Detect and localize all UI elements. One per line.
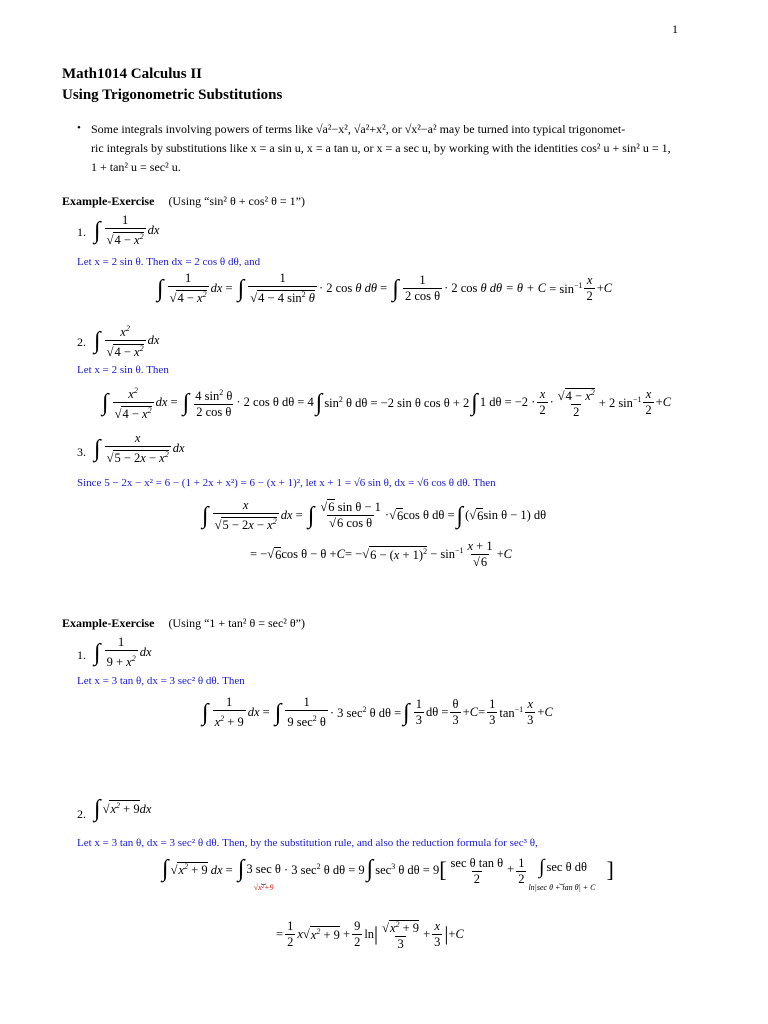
item-number: 1. bbox=[77, 648, 86, 662]
substitution-line: Let x = 2 sin θ. Then dx = 2 cos θ dθ, and bbox=[77, 256, 261, 268]
section-note: (Using “1 + tan² θ = sec² θ”) bbox=[168, 616, 305, 630]
problem-3-integral: ∫ $\frac{x}{√5 - 2x - x^2}$ dx bbox=[94, 431, 185, 466]
page-number: 1 bbox=[672, 22, 678, 36]
item-number: 3. bbox=[77, 445, 86, 459]
problem-5-integral: ∫ √ $x^2 + 9$ dx bbox=[94, 796, 152, 822]
problem-1-integral: ∫ $\frac{1}{√4 - x^2}$ dx bbox=[94, 213, 160, 248]
solution-equation-line-2: = $\frac{1}{2}$ x √ $x^2 + 9$ + $\frac{9}{2}$ ln | $\frac{√x^2 + 9}{3}$ + $\frac{x}{3}$ | + C bbox=[276, 919, 464, 952]
intro-line-2: ric integrals by substitutions like x = a sin u, x = a tan u, or x = a sec u, by working with the identities cos² u + sin² u = 1, bbox=[91, 141, 671, 155]
substitution-line: Let x = 3 tan θ, dx = 3 sec² θ dθ. Then bbox=[77, 675, 245, 687]
substitution-line: Let x = 2 sin θ. Then bbox=[77, 364, 169, 376]
intro-line-3: 1 + tan² u = sec² u. bbox=[91, 160, 181, 174]
item-number: 2. bbox=[77, 335, 86, 349]
item-number: 2. bbox=[77, 807, 86, 821]
solution-equation: ∫ $\frac{1}{√4 - x^2}$ dx = ∫ $\frac{1}{√4 - 4 \sin^2 \theta}$ · 2 cos θ dθ = ∫ $\frac{1}{\text{2 cos θ}}$ · 2 cos θ dθ = θ + C = $\sin^{-1}$ $\frac{x}{2}$ + C bbox=[157, 271, 613, 306]
item-number: 1. bbox=[77, 225, 86, 239]
solution-equation: ∫ $\frac{x^2}{√4 - x^2}$ dx = ∫ $\frac{4 \sin^2 \theta}{\text{2 cos θ}}$ · 2 cos θ dθ = 4 ∫ $\sin^2 \theta$ dθ = −2 sin θ cos θ + 2 ∫ 1 dθ = −2 · $\frac{x}{2}$ · $\frac{√4 - x^2}{2}$ + 2 $\sin^{-1}$ $\frac{x}{2}$ + C bbox=[102, 386, 672, 422]
bullet-dot: • bbox=[77, 122, 81, 134]
solution-equation-line-1: ∫ $\frac{x}{√5 - 2x - x^2}$ dx = ∫ $\frac{\text{√6 sin θ − 1}}{\text{√6 cos θ}}$ · √ 6 cos θ dθ = ∫ ( √ 6 sin θ − 1) dθ bbox=[202, 498, 547, 533]
substitution-line: Since 5 − 2x − x² = 6 − (1 + 2x + x²) = 6 − (x + 1)², let x + 1 = √6 sin θ, dx = √6 cos θ dθ. Then bbox=[77, 477, 496, 489]
solution-equation-line-1: ∫ $√x^2 + 9$ dx = ∫ 3 sec θ ⏟ √x²+9 · 3 $\sec^2 \theta$ dθ = 9 ∫ $\sec^3 \theta$ dθ = 9 [ $\frac{\text{sec θ tan θ}}{2}$ + $\frac{1}{2}$ ∫ sec θ dθ ⏟ ln|sec θ + tan θ| + C ] bbox=[162, 856, 614, 892]
section-label: Example-Exercise bbox=[62, 616, 155, 630]
section-heading-sin bbox=[62, 194, 305, 209]
sqrt-annotation: √x²+9 bbox=[253, 883, 274, 892]
solution-equation: ∫ $\frac{1}{x^2 + 9}$ dx = ∫ $\frac{1}{9 \sec^2 \theta}$ · 3 $\sec^2 \theta$ dθ = ∫ $\frac{1}{3}$ dθ = $\frac{\theta}{3}$ + C = $\frac{1}{3}$ $\tan^{-1}$ $\frac{x}{3}$ + C bbox=[202, 695, 553, 730]
problem-4-integral: ∫ $\frac{1}{9 + x^2}$ dx bbox=[94, 635, 152, 670]
intro-bullet bbox=[91, 120, 691, 177]
section-note: (Using “sin² θ + cos² θ = 1”) bbox=[168, 194, 305, 208]
ln-annotation: ln|sec θ + tan θ| + C bbox=[528, 883, 596, 892]
problem-2-integral: ∫ $\frac{x^2}{√4 - x^2}$ dx bbox=[94, 324, 160, 360]
section-heading-tan bbox=[62, 616, 305, 631]
title-course: Math1014 Calculus II bbox=[62, 66, 203, 82]
document-title bbox=[62, 64, 282, 106]
substitution-line: Let x = 3 tan θ, dx = 3 sec² θ dθ. Then, by the substitution rule, and also the reduction formula for sec³ θ, bbox=[77, 837, 538, 849]
solution-equation-line-2: = − √ 6 cos θ − θ + C = − √ $6 - (x + 1)^2$ − $\sin^{-1}$ $\frac{x + 1}{√6}$ + C bbox=[250, 539, 512, 569]
title-topic: Using Trigonometric Substitutions bbox=[62, 87, 283, 103]
intro-line-1: Some integrals involving powers of terms like √a²−x², √a²+x², or √x²−a² may be turned into typical trigonomet- bbox=[91, 122, 626, 136]
section-label: Example-Exercise bbox=[62, 194, 155, 208]
